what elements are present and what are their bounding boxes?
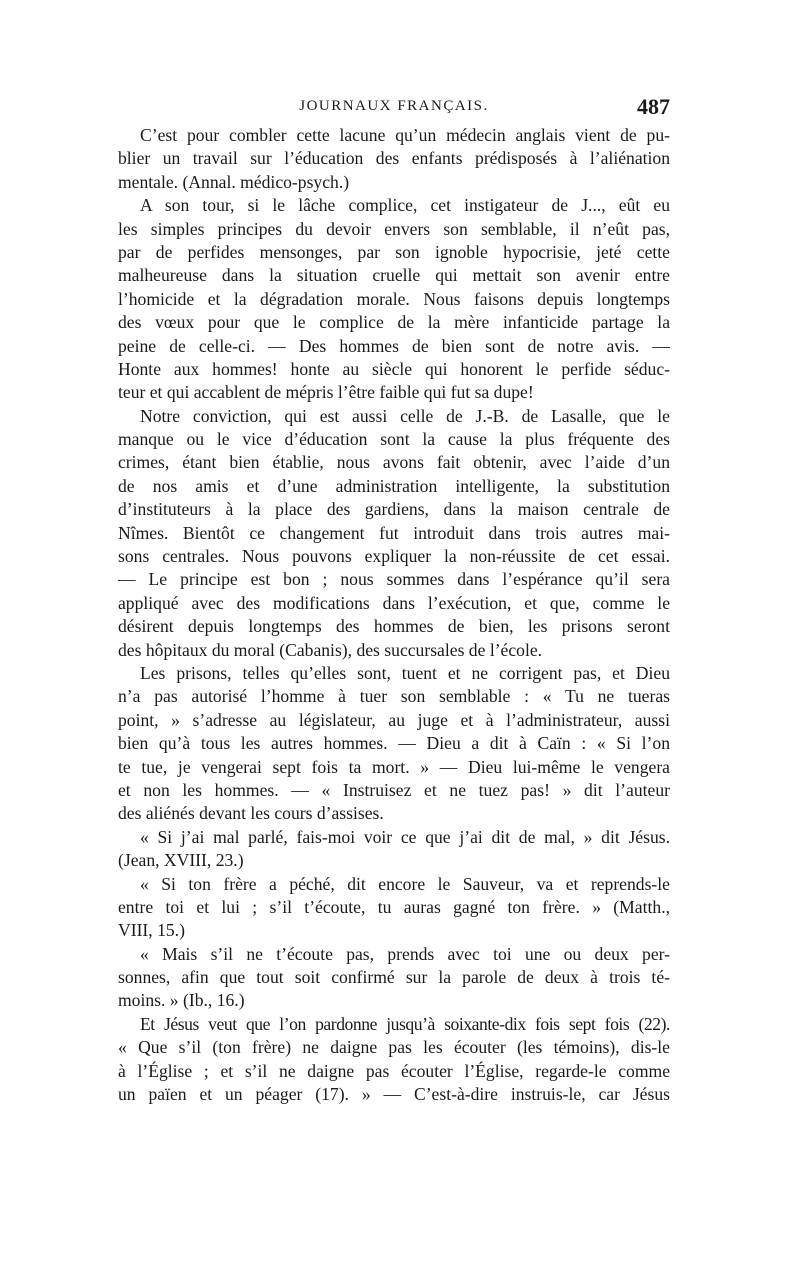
text-line: par de perfides mensonges, par son ignoble hypocrisie, jeté cette [118,241,670,262]
text-line: entre toi et lui ; s’il t’écoute, tu auras gagné ton frère. » (Matth., [118,896,670,917]
text-line: Honte aux hommes! honte au siècle qui honorent le perfide séduc- [118,358,670,379]
text-line: Nîmes. Bientôt ce changement fut introduit dans trois autres mai- [118,522,670,543]
text-line: des hôpitaux du moral (Cabanis), des succursales de l’école. [118,639,543,660]
running-head: JOURNAUX FRANÇAIS. [299,98,489,114]
text-line: moins. » (Ib., 16.) [118,990,245,1011]
text-line: « Mais s’il ne t’écoute pas, prends avec toi une ou deux per- [140,943,670,964]
page-number: 487 [637,94,670,119]
text-line: crimes, étant bien établie, nous avons fait obtenir, avec l’aide d’un [118,452,670,473]
text-line: à l’Église ; et s’il ne daigne pas écouter l’Église, regarde-le comme [118,1060,670,1081]
text-line: te tue, je vengerai sept fois ta mort. » — Dieu lui-même le vengera [118,756,670,777]
text-line: (Jean, XVIII, 23.) [118,850,244,871]
text-line: bien qu’à tous les autres hommes. — Dieu a dit à Caïn : « Si l’on [118,733,670,754]
text-line: Et Jésus veut que l’on pardonne jusqu’à soixante-dix fois sept fois (22). [140,1013,670,1034]
text-line: Notre conviction, qui est aussi celle de J.-B. de Lasalle, que le [140,405,670,426]
text-line: blier un travail sur l’éducation des enfants prédisposés à l’aliénation [118,148,670,169]
text-line: des vœux pour que le complice de la mère infanticide partage la [118,312,670,333]
text-line: appliqué avec des modifications dans l’exécution, et que, comme le [118,592,670,613]
text-line: Les prisons, telles qu’elles sont, tuent et ne corrigent pas, et Dieu [140,662,670,683]
text-line: — Le principe est bon ; nous sommes dans l’espérance qu’il sera [118,569,670,590]
text-line: un païen et un péager (17). » — C’est-à-dire instruis-le, car Jésus [118,1084,670,1105]
body-text [118,124,670,1106]
text-line: l’homicide et la dégradation morale. Nous faisons depuis longtemps [118,288,670,309]
text-line: sonnes, afin que tout soit confirmé sur la parole de deux à trois té- [118,967,670,988]
text-line: n’a pas autorisé l’homme à tuer son semblable : « Tu ne tueras [118,686,670,707]
page-header [118,94,670,120]
text-line: « Que s’il (ton frère) ne daigne pas les écouter (les témoins), dis-le [118,1037,670,1058]
text-line: de nos amis et d’une administration intelligente, la substitution [118,475,670,496]
text-line: manque ou le vice d’éducation sont la cause la plus fréquente des [118,429,670,450]
text-line: mentale. (Annal. médico-psych.) [118,171,350,192]
text-line: « Si j’ai mal parlé, fais-moi voir ce que j’ai dit de mal, » dit Jésus. [140,826,670,847]
text-line: VIII, 15.) [118,920,185,941]
text-line: teur et qui accablent de mépris l’être faible qui fut sa dupe! [118,382,534,403]
text-line: et non les hommes. — « Instruisez et ne tuez pas! » dit l’auteur [118,779,670,800]
text-line: C’est pour combler cette lacune qu’un médecin anglais vient de pu- [140,125,670,145]
text-line: des aliénés devant les cours d’assises. [118,803,384,824]
text-line: malheureuse dans la situation cruelle qui mettait son avenir entre [118,265,670,286]
text-line: sons centrales. Nous pouvons expliquer la non-réussite de cet essai. [118,546,670,567]
text-line: A son tour, si le lâche complice, cet instigateur de J..., eût eu [140,195,670,216]
text-line: peine de celle-ci. — Des hommes de bien sont de notre avis. — [118,335,670,356]
text-line: « Si ton frère a péché, dit encore le Sauveur, va et reprends-le [140,873,670,894]
text-line: les simples principes du devoir envers son semblable, il n’eût pas, [118,218,670,239]
text-line: d’instituteurs à la place des gardiens, dans la maison centrale de [118,499,670,520]
text-line: point, » s’adresse au législateur, au juge et à l’administrateur, aussi [118,709,670,730]
text-line: désirent depuis longtemps des hommes de bien, les prisons seront [118,616,670,637]
